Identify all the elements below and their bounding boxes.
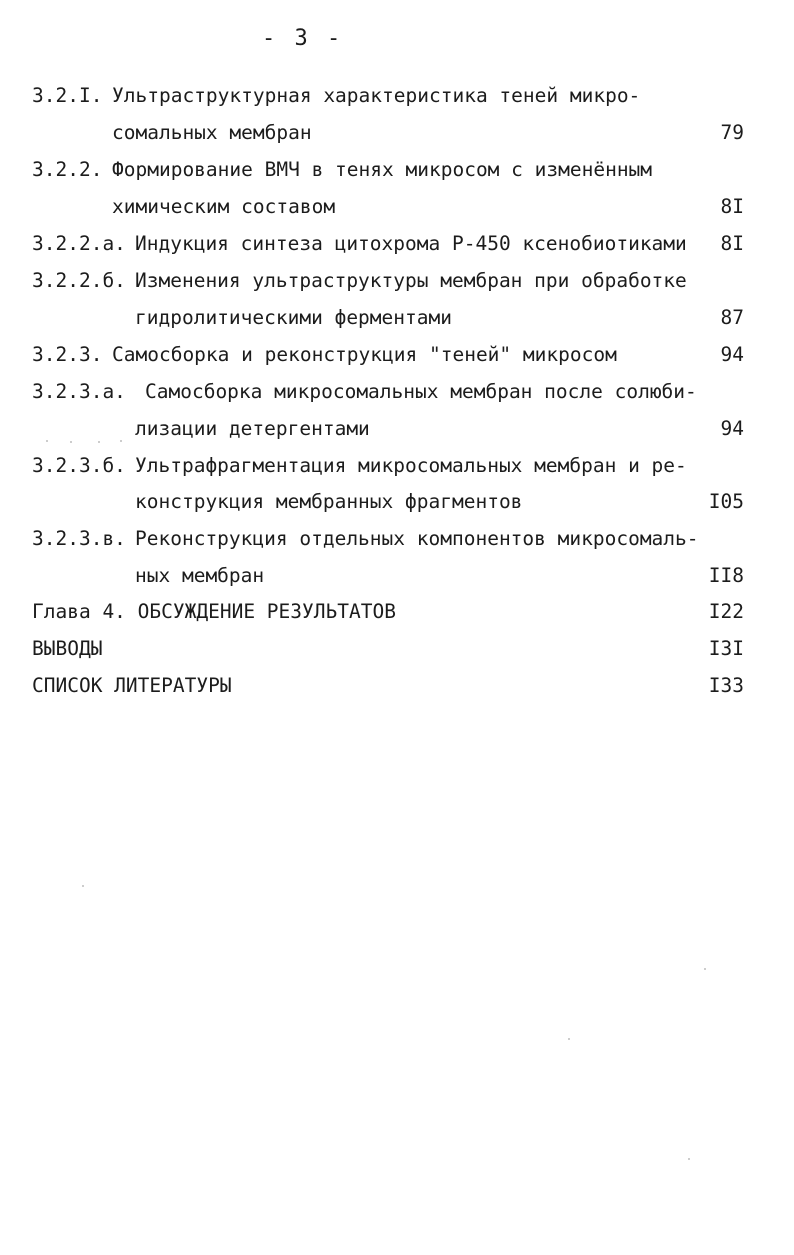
scan-speck (98, 441, 100, 443)
toc-entry-number: 3.2.2.а. (32, 232, 126, 255)
toc-entry-page: 79 (720, 121, 744, 144)
scan-speck (120, 440, 122, 442)
toc-entry-number: 3.2.2.б. (32, 269, 126, 292)
toc-conclusions-title: ВЫВОДЫ (32, 637, 103, 660)
scan-speck (46, 440, 48, 442)
page-number: - 3 - (262, 26, 344, 51)
toc-entry-page: 94 (720, 417, 744, 440)
toc-entry-page: I05 (708, 490, 744, 513)
toc-entry-title: Самосборка микросомальных мембран после солюби- (145, 380, 697, 403)
toc-entry-page: 8I (720, 195, 744, 218)
toc-entry-title: Формирование ВМЧ в тенях микросом с изменённым (112, 158, 653, 181)
toc-chapter-title: Глава 4. ОБСУЖДЕНИЕ РЕЗУЛЬТАТОВ (32, 600, 396, 623)
toc-entry-page: 87 (720, 306, 744, 329)
toc-entry-number: 3.2.2. (32, 158, 103, 181)
toc-entry-page: 94 (720, 343, 744, 366)
toc-references-title: СПИСОК ЛИТЕРАТУРЫ (32, 674, 232, 697)
toc-entry-page: I22 (708, 600, 744, 623)
toc-entry-title: Ультраструктурная характеристика теней микро- (112, 84, 641, 107)
scan-speck (70, 441, 72, 443)
toc-entry-title: Индукция синтеза цитохрома Р-450 ксенобиотиками (135, 232, 687, 255)
toc-entry-title-cont: химическим составом (112, 195, 336, 218)
toc-entry-number: 3.2.3.б. (32, 454, 126, 477)
toc-entry-title-cont: конструкция мембранных фрагментов (135, 490, 523, 513)
scan-speck (568, 1038, 570, 1040)
toc-entry-title-cont: гидролитическими ферментами (135, 306, 452, 329)
toc-entry-title: Реконструкция отдельных компонентов микросомаль- (135, 527, 699, 550)
toc-entry-number: 3.2.3.а. (32, 380, 126, 403)
scan-speck (82, 885, 84, 887)
scan-speck (704, 968, 706, 970)
toc-entry-number: 3.2.I. (32, 84, 103, 107)
toc-entry-page: 8I (720, 232, 744, 255)
toc-entry-number: 3.2.3.в. (32, 527, 126, 550)
toc-entry-page: II8 (708, 564, 744, 587)
toc-entry-title-cont: ных мембран (135, 564, 265, 587)
toc-entry-title: Ультрафрагментация микросомальных мембран и ре- (135, 454, 687, 477)
scan-speck (688, 1158, 690, 1160)
toc-entry-title-cont: лизации детергентами (135, 417, 370, 440)
toc-entry-title: Изменения ультраструктуры мембран при обработке (135, 269, 687, 292)
toc-entry-page: I3I (708, 637, 744, 660)
toc-entry-number: 3.2.3. (32, 343, 103, 366)
toc-entry-title: Самосборка и реконструкция "теней" микросом (112, 343, 617, 366)
toc-entry-page: I33 (708, 674, 744, 697)
toc-entry-title-cont: сомальных мембран (112, 121, 312, 144)
